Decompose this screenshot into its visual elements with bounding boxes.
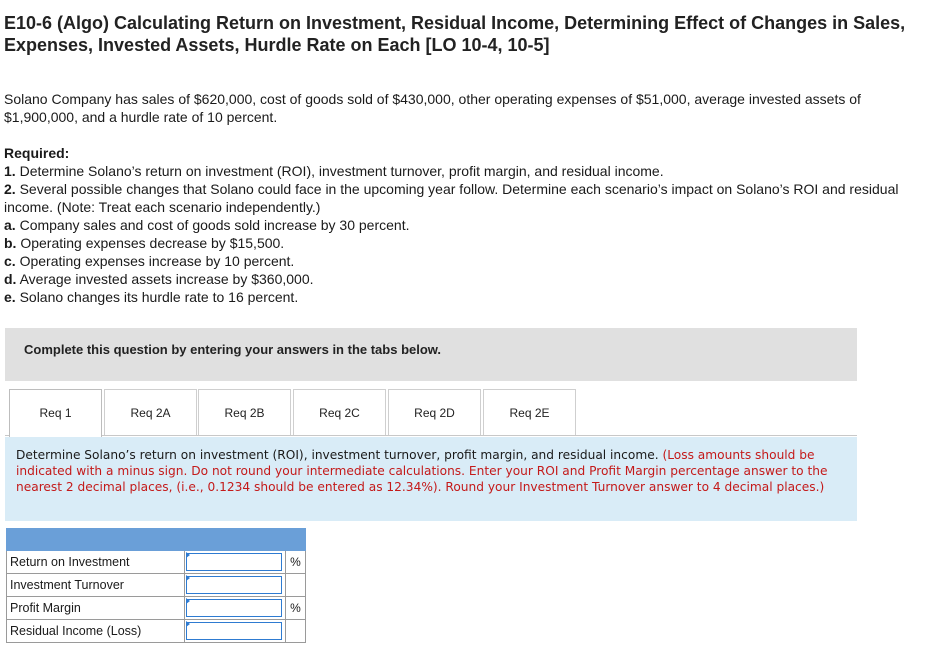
tab-req-2c[interactable]: Req 2C (293, 389, 386, 435)
required-heading: Required: (4, 145, 70, 161)
required-section (4, 144, 926, 306)
row-label-residual-income: Residual Income (Loss) (7, 620, 185, 643)
input-marker-icon (186, 552, 190, 558)
instruction-text: Determine Solano’s return on investment (ROI), investment turnover, profit margin, and residual income. (16, 448, 663, 462)
input-marker-icon (186, 575, 190, 581)
input-marker-icon (186, 621, 190, 627)
answer-table (6, 528, 306, 643)
page-title: E10-6 (Algo) Calculating Return on Investment, Residual Income, Determining Effect of Changes in Sales, Expenses, Invested Assets, Hurdle Rate on Each [LO 10-4, 10-5] (4, 13, 906, 55)
tab-req-2b[interactable]: Req 2B (198, 389, 291, 435)
problem-statement: Solano Company has sales of $620,000, cost of goods sold of $430,000, other operating expenses of $51,000, average invested assets of $1,900,000, and a hurdle rate of 10 percent. (4, 91, 861, 125)
percent-unit: % (286, 551, 306, 574)
input-marker-icon (186, 598, 190, 604)
tab-req-1[interactable]: Req 1 (9, 389, 102, 437)
percent-unit: % (286, 597, 306, 620)
instruction-note: (Loss amounts should be indicated with a minus sign. Do not round your intermediate calculations. Enter your ROI and Profit Margin percentage answer to the nearest 2 decimal places, (i.e., 0.1234 should be entered as 12.34%). Round your Investment Turnover answer to 4 decimal places.) (16, 448, 828, 494)
tab-req-2d[interactable]: Req 2D (388, 389, 481, 435)
row-label-investment-turnover: Investment Turnover (7, 574, 185, 597)
row-label-roi: Return on Investment (7, 551, 185, 574)
banner-text: Complete this question by entering your answers in the tabs below. (24, 342, 442, 357)
required-item-1: 1. Determine Solano’s return on investment (ROI), investment turnover, profit margin, and residual income. (4, 163, 664, 179)
residual-income-input[interactable] (186, 622, 282, 640)
answer-table-header (7, 529, 306, 551)
row-label-profit-margin: Profit Margin (7, 597, 185, 620)
required-item-c: c. Operating expenses increase by 10 percent. (4, 253, 295, 269)
table-row (7, 551, 306, 574)
required-item-b: b. Operating expenses decrease by $15,500. (4, 235, 285, 251)
required-item-d: d. Average invested assets increase by $360,000. (4, 271, 314, 287)
unit-cell (286, 620, 306, 643)
instructions-banner (5, 328, 857, 381)
tab-instruction (5, 437, 857, 521)
required-item-2: 2. Several possible changes that Solano could face in the upcoming year follow. Determine each scenario’s impact on Solano’s ROI and residual income. (Note: Treat each scenario independently.) (4, 181, 899, 215)
unit-cell (286, 574, 306, 597)
table-row (7, 574, 306, 597)
tab-req-2a[interactable]: Req 2A (104, 389, 197, 435)
tabs-divider (5, 435, 857, 436)
table-row (7, 620, 306, 643)
required-item-a: a. Company sales and cost of goods sold increase by 30 percent. (4, 217, 410, 233)
tab-req-2e[interactable]: Req 2E (483, 389, 576, 435)
roi-input[interactable] (186, 553, 282, 571)
investment-turnover-input[interactable] (186, 576, 282, 594)
profit-margin-input[interactable] (186, 599, 282, 617)
table-row (7, 597, 306, 620)
required-item-e: e. Solano changes its hurdle rate to 16 percent. (4, 289, 299, 305)
